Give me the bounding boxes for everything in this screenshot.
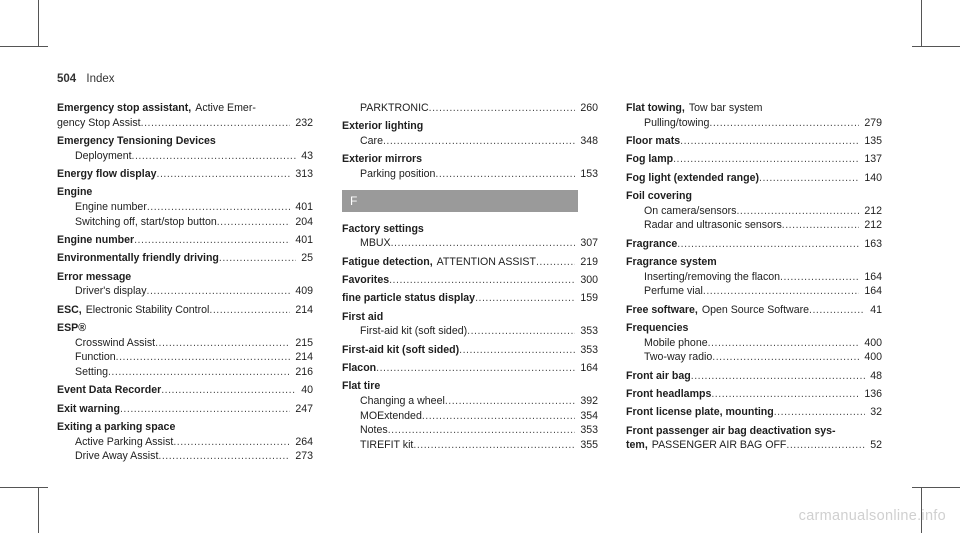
index-line	[342, 273, 598, 288]
entry-subterm[interactable]: Care	[360, 134, 383, 147]
entry-term[interactable]: Flat tire	[342, 380, 381, 393]
page-reference[interactable]: 353	[580, 424, 598, 437]
entry-term[interactable]: Flacon	[342, 362, 377, 375]
page-reference[interactable]: 392	[580, 395, 598, 408]
index-line	[626, 134, 882, 149]
index-line	[342, 343, 598, 358]
index-entry	[342, 255, 598, 270]
section-title: Index	[86, 73, 115, 85]
dot-leader	[673, 152, 859, 167]
crop-mark	[38, 487, 39, 533]
dot-leader	[217, 215, 291, 230]
index-entry	[626, 237, 882, 252]
index-entry	[626, 255, 882, 299]
index-line	[57, 270, 313, 285]
index-entry	[57, 321, 313, 379]
page-reference[interactable]: 136	[864, 388, 882, 401]
page-reference[interactable]: 212	[864, 219, 882, 232]
page-reference[interactable]: 401	[295, 200, 313, 213]
index-line	[342, 167, 598, 182]
dot-leader	[108, 365, 290, 380]
index-line	[342, 438, 598, 453]
index-line	[626, 284, 882, 299]
dot-leader	[459, 343, 575, 358]
page-reference[interactable]: 212	[864, 204, 882, 217]
watermark: carmanualsonline.info	[798, 508, 946, 524]
entry-term[interactable]: Emergency Tensioning Devices	[57, 134, 216, 147]
index-entry	[57, 185, 313, 229]
dot-leader	[173, 435, 290, 450]
entry-subterm[interactable]: MBUX	[360, 237, 391, 250]
page-reference[interactable]: 348	[580, 134, 598, 147]
index-line	[57, 134, 313, 149]
index-entry	[342, 310, 598, 339]
dot-leader	[759, 171, 859, 186]
index-line	[626, 350, 882, 365]
page-reference[interactable]: 32	[870, 406, 882, 419]
entry-subterm[interactable]: MOExtended	[360, 409, 422, 422]
index-entry	[57, 383, 313, 398]
entry-subterm[interactable]: Switching off, start/stop button	[75, 215, 217, 228]
index-entry	[342, 361, 598, 376]
index-line	[626, 255, 882, 270]
page-reference[interactable]: 219	[580, 255, 598, 268]
index-column-2	[342, 101, 598, 456]
page-reference[interactable]: 273	[295, 450, 313, 463]
index-line	[626, 116, 882, 131]
entry-term[interactable]: Event Data Recorder	[57, 384, 162, 397]
index-line	[57, 336, 313, 351]
dot-leader	[132, 149, 297, 164]
index-line	[57, 383, 313, 398]
entry-subterm[interactable]: Radar and ultrasonic sensors	[644, 219, 782, 232]
dot-leader	[161, 383, 296, 398]
entry-subterm[interactable]: Deployment	[75, 149, 132, 162]
index-line	[626, 336, 882, 351]
index-line	[57, 449, 313, 464]
entry-subterm[interactable]: TIREFIT kit	[360, 438, 414, 451]
index-line	[342, 310, 598, 325]
dot-leader	[391, 236, 576, 251]
index-line	[626, 369, 882, 384]
dot-leader	[703, 284, 859, 299]
entry-term[interactable]: First-aid kit (soft sided)	[342, 343, 460, 356]
entry-subterm[interactable]: Active Parking Assist	[75, 435, 174, 448]
index-line	[626, 204, 882, 219]
entry-term[interactable]: tem,	[626, 439, 648, 452]
index-line	[342, 119, 598, 134]
index-line	[626, 101, 882, 116]
index-line	[342, 324, 598, 339]
entry-term[interactable]: Flat towing,	[626, 102, 685, 114]
index-line	[626, 387, 882, 402]
entry-subterm[interactable]: Setting	[75, 365, 108, 378]
index-entry	[626, 405, 882, 420]
entry-term[interactable]: First aid	[342, 310, 384, 323]
page-reference[interactable]: 52	[870, 439, 882, 452]
index-line	[57, 321, 313, 336]
entry-term[interactable]: ESC,	[57, 303, 82, 316]
dot-leader	[536, 255, 575, 270]
entry-term[interactable]: Fog lamp	[626, 153, 674, 166]
entry-term[interactable]: Fog light (extended range)	[626, 171, 760, 184]
index-entry	[626, 387, 882, 402]
index-line	[342, 409, 598, 424]
entry-term[interactable]: Engine	[57, 186, 93, 199]
entry-term[interactable]: Factory settings	[342, 222, 424, 235]
page-reference[interactable]: 164	[864, 285, 882, 298]
dot-leader	[780, 270, 859, 285]
page-reference[interactable]: 137	[864, 153, 882, 166]
entry-subterm[interactable]: Notes	[360, 424, 388, 437]
index-entry	[626, 321, 882, 365]
entry-term[interactable]: ESP®	[57, 322, 87, 335]
entry-subterm[interactable]: Engine number	[75, 200, 147, 213]
dot-leader	[209, 303, 290, 318]
dot-leader	[219, 251, 296, 266]
index-column-1	[57, 101, 313, 468]
crop-mark	[0, 46, 48, 47]
index-line	[626, 218, 882, 233]
dot-leader	[711, 387, 859, 402]
crop-mark	[38, 0, 39, 46]
entry-subterm[interactable]: ATTENTION ASSIST	[436, 255, 536, 268]
index-line	[342, 361, 598, 376]
index-entry	[57, 270, 313, 299]
index-line	[57, 116, 313, 131]
crop-mark	[912, 487, 960, 488]
entry-term[interactable]: Floor mats	[626, 134, 681, 147]
page-header	[57, 73, 115, 85]
index-line	[626, 171, 882, 186]
dot-leader	[134, 233, 290, 248]
entry-term[interactable]: Exterior mirrors	[342, 153, 423, 166]
index-line	[626, 270, 882, 285]
dot-leader	[475, 291, 575, 306]
crop-mark	[0, 487, 48, 488]
index-entry	[626, 152, 882, 167]
section-letter: F	[342, 190, 578, 212]
index-line	[57, 420, 313, 435]
entry-subterm[interactable]: PARKTRONIC	[360, 102, 429, 114]
dot-leader	[709, 116, 859, 131]
dot-leader	[782, 218, 860, 233]
index-entry	[342, 101, 598, 116]
index-entry	[57, 167, 313, 182]
entry-term[interactable]: Environmentally friendly driving	[57, 252, 219, 265]
index-entry	[57, 251, 313, 266]
index-line	[626, 303, 882, 318]
index-line	[57, 185, 313, 200]
page-reference[interactable]: 163	[864, 237, 882, 250]
index-line	[57, 284, 313, 299]
index-entry	[342, 343, 598, 358]
dot-leader	[691, 369, 865, 384]
index-line	[57, 435, 313, 450]
dot-leader	[774, 405, 865, 420]
entry-term[interactable]: Fatigue detection,	[342, 255, 433, 268]
page-reference[interactable]: 164	[580, 362, 598, 375]
index-entry	[57, 233, 313, 248]
entry-subterm[interactable]: PASSENGER AIR BAG OFF	[651, 439, 787, 452]
entry-subterm[interactable]: Active Emer-	[195, 102, 256, 114]
dot-leader	[809, 303, 865, 318]
dot-leader	[677, 237, 859, 252]
entry-term[interactable]: Front air bag	[626, 369, 691, 382]
entry-subterm[interactable]: Drive Away Assist	[75, 450, 159, 463]
index-line	[342, 222, 598, 237]
entry-term[interactable]: Frequencies	[626, 322, 689, 335]
dot-leader	[158, 449, 290, 464]
entry-subterm[interactable]: Inserting/removing the flacon	[644, 270, 781, 283]
page-reference[interactable]: 247	[295, 402, 313, 415]
index-entry	[342, 273, 598, 288]
page-reference[interactable]: 260	[580, 102, 598, 114]
index-entry	[342, 222, 598, 251]
index-line	[57, 167, 313, 182]
page-reference[interactable]: 400	[864, 336, 882, 349]
page-reference[interactable]: 40	[301, 384, 313, 397]
index-line	[57, 350, 313, 365]
entry-term[interactable]: Error message	[57, 270, 132, 283]
index-entry	[626, 134, 882, 149]
page-reference[interactable]: 215	[295, 336, 313, 349]
entry-term[interactable]: Energy flow display	[57, 167, 157, 180]
index-line	[342, 423, 598, 438]
index-line	[57, 215, 313, 230]
entry-subterm[interactable]: Electronic Stability Control	[85, 303, 210, 316]
entry-continuation: gency Stop Assist	[57, 116, 141, 129]
entry-term[interactable]: Exterior lighting	[342, 120, 424, 133]
entry-term[interactable]: fine particle status display	[342, 292, 476, 305]
dot-leader	[429, 101, 576, 116]
entry-subterm[interactable]: Function	[75, 351, 116, 364]
index-column-3	[626, 101, 882, 457]
page-number: 504	[57, 73, 77, 85]
entry-term[interactable]: Fragrance system	[626, 256, 717, 269]
entry-subterm[interactable]: Perfume vial	[644, 285, 703, 298]
page-reference[interactable]: 41	[870, 303, 882, 316]
page-reference[interactable]: 214	[295, 303, 313, 316]
index-entry	[342, 119, 598, 148]
entry-subterm[interactable]: Driver's display	[75, 285, 147, 298]
index-entry	[626, 189, 882, 233]
entry-subterm[interactable]: Mobile phone	[644, 336, 708, 349]
index-line	[342, 255, 598, 270]
entry-term[interactable]: Exit warning	[57, 402, 120, 415]
index-line	[342, 236, 598, 251]
entry-term[interactable]: Emergency stop assistant,	[57, 102, 192, 114]
dot-leader	[786, 438, 865, 453]
entry-subterm[interactable]: Parking position	[360, 167, 436, 180]
dot-leader	[141, 116, 291, 131]
entry-subterm[interactable]: Pulling/towing	[644, 116, 710, 129]
dot-leader	[445, 394, 576, 409]
index-line	[57, 200, 313, 215]
page-reference[interactable]: 401	[295, 233, 313, 246]
index-line	[57, 365, 313, 380]
crop-mark	[912, 46, 960, 47]
dot-leader	[116, 350, 291, 365]
index-line	[57, 251, 313, 266]
page-reference[interactable]: 300	[580, 273, 598, 286]
entry-term[interactable]: Front headlamps	[626, 388, 712, 401]
index-entry	[57, 402, 313, 417]
index-entry	[626, 424, 882, 453]
dot-leader	[389, 273, 575, 288]
entry-term[interactable]: Front passenger air bag deactivation sys-	[626, 424, 836, 437]
entry-term[interactable]: Favorites	[342, 273, 390, 286]
index-entry	[57, 101, 313, 130]
index-line	[342, 152, 598, 167]
page-reference[interactable]: 279	[864, 116, 882, 129]
index-line	[57, 101, 313, 116]
page-reference[interactable]: 25	[301, 252, 313, 265]
index-line	[342, 394, 598, 409]
page-reference[interactable]: 159	[580, 292, 598, 305]
dot-leader	[680, 134, 859, 149]
entry-term[interactable]: Exiting a parking space	[57, 421, 176, 434]
index-entry	[342, 152, 598, 181]
index-line	[626, 438, 882, 453]
page-reference[interactable]: 43	[301, 149, 313, 162]
dot-leader	[383, 134, 575, 149]
index-line	[57, 233, 313, 248]
page-reference[interactable]: 355	[580, 438, 598, 451]
dot-leader	[376, 361, 575, 376]
index-entry	[626, 369, 882, 384]
page-reference[interactable]: 353	[580, 343, 598, 356]
page-reference[interactable]: 48	[870, 369, 882, 382]
dot-leader	[157, 167, 291, 182]
entry-subterm[interactable]: Tow bar system	[688, 102, 763, 114]
page-reference[interactable]: 400	[864, 351, 882, 364]
index-line	[626, 424, 882, 439]
entry-subterm[interactable]: Changing a wheel	[360, 395, 445, 408]
entry-subterm[interactable]: First-aid kit (soft sided)	[360, 325, 468, 338]
page-reference[interactable]: 232	[295, 116, 313, 129]
index-entry	[57, 303, 313, 318]
page-reference[interactable]: 140	[864, 171, 882, 184]
dot-leader	[413, 438, 575, 453]
dot-leader	[708, 336, 860, 351]
index-line	[57, 149, 313, 164]
entry-term[interactable]: Foil covering	[626, 190, 692, 203]
dot-leader	[120, 402, 290, 417]
dot-leader	[155, 336, 290, 351]
index-line	[342, 379, 598, 394]
index-line	[626, 189, 882, 204]
index-line	[342, 291, 598, 306]
index-line	[626, 152, 882, 167]
entry-term[interactable]: Front license plate, mounting	[626, 406, 774, 419]
index-entry	[626, 101, 882, 130]
entry-subterm[interactable]: Crosswind Assist	[75, 336, 156, 349]
index-line	[57, 402, 313, 417]
page-reference[interactable]: 307	[580, 237, 598, 250]
index-line	[626, 321, 882, 336]
dot-leader	[147, 200, 290, 215]
page-reference[interactable]: 164	[864, 270, 882, 283]
index-entry	[342, 379, 598, 452]
entry-term[interactable]: Engine number	[57, 233, 135, 246]
dot-leader	[467, 324, 575, 339]
index-line	[57, 303, 313, 318]
entry-term[interactable]: Fragrance	[626, 237, 678, 250]
page-reference[interactable]: 353	[580, 325, 598, 338]
index-entry	[57, 420, 313, 464]
crop-mark	[921, 0, 922, 46]
index-line	[626, 237, 882, 252]
index-line	[342, 134, 598, 149]
dot-leader	[422, 409, 575, 424]
dot-leader	[388, 423, 576, 438]
page-reference[interactable]: 409	[295, 285, 313, 298]
page-reference[interactable]: 313	[295, 167, 313, 180]
page-reference[interactable]: 153	[580, 167, 598, 180]
index-entry	[342, 291, 598, 306]
dot-leader	[435, 167, 575, 182]
page-reference[interactable]: 214	[295, 351, 313, 364]
dot-leader	[736, 204, 859, 219]
entry-subterm[interactable]: Open Source Software	[701, 303, 810, 316]
dot-leader	[147, 284, 291, 299]
index-entry	[57, 134, 313, 163]
page-reference[interactable]: 135	[864, 134, 882, 147]
index-line	[342, 101, 598, 116]
index-line	[626, 405, 882, 420]
entry-term[interactable]: Free software,	[626, 303, 698, 316]
page-reference[interactable]: 354	[580, 409, 598, 422]
dot-leader	[712, 350, 859, 365]
entry-subterm[interactable]: On camera/sensors	[644, 204, 737, 217]
page-reference[interactable]: 204	[295, 215, 313, 228]
page-reference[interactable]: 216	[295, 365, 313, 378]
index-entry	[626, 171, 882, 186]
page-reference[interactable]: 264	[295, 435, 313, 448]
index-entry	[626, 303, 882, 318]
entry-subterm[interactable]: Two-way radio	[644, 351, 713, 364]
